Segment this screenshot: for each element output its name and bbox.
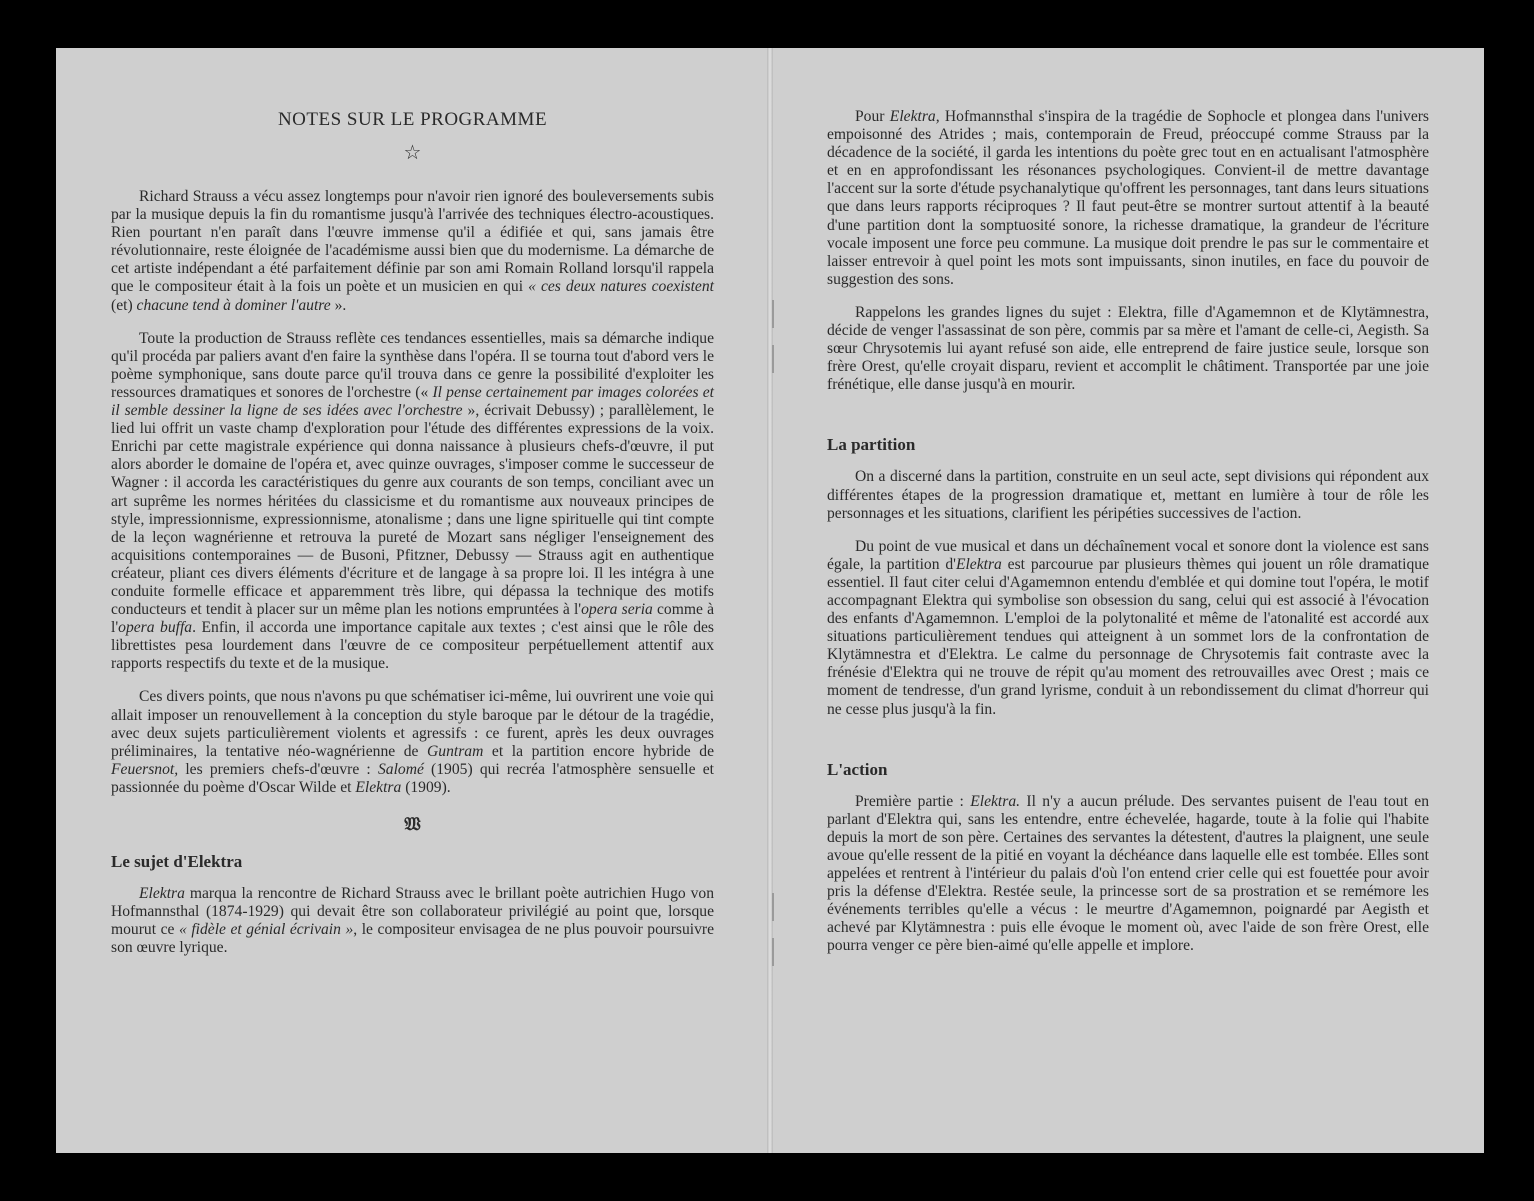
page-title: NOTES SUR LE PROGRAMME xyxy=(277,109,548,130)
staple-mark-upper-2 xyxy=(772,345,774,373)
paragraph-points: Ces divers points, que nous n'avons pu que schématiser ici-même, lui ouvrirent une voie qui allait imposer un renouvellement à la conception du style baroque par le détour de la tragédie, avec deux sujets particulièrement violents et agressifs : ce furent, après les deux ouvrages préliminaires, la tentative néo-wagnérienne de Guntram et la partition encore hybride de Feuersnot, les premiers chefs-d'œuvre : Salomé (1905) qui recréa l'atmosphère sensuelle et passionnée du poème d'Oscar Wilde et Elektra (1909). xyxy=(111,688,715,796)
paragraph-intro: Richard Strauss a vécu assez longtemps pour n'avoir rien ignoré des bouleversements subis par la musique depuis la fin du romantisme jusqu'à l'arrivée des techniques électro-acoustiques. Rien pourtant n'en paraît dans l'œuvre immense qu'il a édifiée et qui, sans jamais être révolutionnaire, reste éloignée de l'académisme aussi bien que du modernisme. La démarche de cet artiste indépendant a été parfaitement définie par son ami Romain Rolland lorsqu'il rappela que le compositeur était à la fois un poète et un musicien en qui « ces deux natures coexistent (et) chacune tend à dominer l'autre ». xyxy=(111,188,714,314)
paragraph-musical: Du point de vue musical et dans un déchaînement vocal et sonore dont la violence est sans égale, la partition d'Elektra est parcourue par plusieurs thèmes qui jouent un rôle dramatique essentiel. Il faut citer celui d'Agamemnon entendu d'emblée et qui domine tout l'opéra, le motif accompagnant Elektra qui symbolise son obsession du sang, celui qui est associé à l'évocation des enfants d'Agamemnon. L'emploi de la polytonalité et même de l'atonalité est accordé aux situations particulièrement tendues qui atteignent à un sommet lors de la confrontation de Klytämnestra et d'Elektra. Le calme du personnage de Chrysotemis fait contraste avec la frénésie d'Elektra qui ne trouve de répit qu'au moment des retrouvailles avec Orest ; mais ce moment de tendresse, d'un grand lyrisme, conduit à un rebondissement du climat d'horreur qui ne cesse plus jusqu'à la fin. xyxy=(827,537,1429,718)
heading-partition: La partition xyxy=(827,435,916,455)
lyre-ornament-icon: 𝔚 xyxy=(404,814,421,834)
staple-mark-lower-1 xyxy=(772,893,774,921)
left-page xyxy=(56,48,771,1153)
paragraph-sujet: Elektra marqua la rencontre de Richard Strauss avec le brillant poète autrichien Hugo von Hofmannsthal (1874-1929) qui devait être son collaborateur privilégié au point que, lorsque mourut ce « fidèle et génial écrivain », le compositeur envisagea de ne plus pouvoir poursuivre son œuvre lyrique. xyxy=(111,885,714,957)
heading-action: L'action xyxy=(827,759,888,779)
paragraph-premiere-partie: Première partie : Elektra. Il n'y a aucun prélude. Des servantes puisent de l'eau tout en parlant d'Elektra qui, sans les entendre, entre échevelée, hagarde, toute à la folie qui l'habite depuis la mort de son père. Certaines des servantes la détestent, d'autres la plaignent, une seule avoue qu'elle ressent de la pitié en voyant la déchéance dans laquelle elle est tombée. Elles sont appelées et rentrent à l'intérieur du palais d'où l'on entend crier celle qui est fouettée pour avoir pris la défense d'Elektra. Restée seule, la princesse sort de sa prostration et se remémore les événements terribles qu'elle a vécus : le meurtre d'Agamemnon, poignardé par Aegisth et achevé par Klytämnestra : puis elle évoque le moment où, avec l'aide de son frère Orest, elle pourra venger ce père bien-aimé qu'elle appelle et implore. xyxy=(827,792,1429,955)
staple-mark-lower-2 xyxy=(772,938,774,966)
staple-mark-upper-1 xyxy=(772,300,774,328)
paragraph-production: Toute la production de Strauss reflète ces tendances essentielles, mais sa démarche indique qu'il procéda par paliers avant d'en faire la synthèse dans l'opéra. Il se tourna tout d'abord vers le poème symphonique, sans doute parce qu'il trouva dans ce genre la possibilité d'exploiter les ressources dramatiques et sonores de l'orchestre (« Il pense certainement par images colorées et il semble dessiner la ligne de ses idées avec l'orchestre », écrivait Debussy) ; parallèlement, le lied lui offrit un vaste champ d'exploration pour l'étude des différentes expressions de la voix. Enrichi par cette magistrale expérience qui donna naissance à plusieurs chefs-d'œuvre, il put alors aborder le domaine de l'opéra et, avec quinze ouvrages, s'imposer comme le successeur de Wagner : il accorda les caractéristiques du genre aux courants de son temps, conciliant avec un art suprême les normes héritées du classicisme et du romantisme aux nouveaux principes de style, impressionnisme, expressionnisme, atonalisme ; dans une ligne spirituelle qui tint compte de la leçon wagnérienne et retrouva la pureté de Mozart sans négliger l'enseignement des acquisitions contemporaines — de Busoni, Pfitzner, Debussy — Strauss agit en authentique créateur, pliant ces divers éléments d'écriture et de langage à sa propre loi. Il les intégra à une conduite formelle efficace et apparemment très libre, qui dépassa la technique des motifs conducteurs et tendit à placer sur un même plan les notions empruntées à l'opera seria comme à l'opera buffa. Enfin, il accorda une importance capitale aux textes ; c'est ainsi que le rôle des librettistes pesa lourdement dans l'œuvre de ce compositeur perpétuellement attentif aux rapports respectifs du texte et de la musique. xyxy=(111,329,715,673)
right-column xyxy=(827,108,1429,970)
left-column xyxy=(111,108,714,972)
paragraph-lignes: Rappelons les grandes lignes du sujet : Elektra, fille d'Agamemnon et de Klytämnestra, décide de venger l'assassinat de son père, commis par sa mère et l'amant de celle-ci, Aegisth. Sa sœur Chrysotemis lui ayant refusé son aide, elle entreprend de faire justice seule, lorsque son frère Orest, qu'elle croyait disparu, revient et accomplit le châtiment. Transportée par une joie frénétique, elle danse jusqu'à en mourir. xyxy=(827,303,1429,394)
paragraph-hofmannsthal: Pour Elektra, Hofmannsthal s'inspira de la tragédie de Sophocle et plongea dans l'univers empoisonné des Atrides ; mais, contemporain de Freud, préoccupé comme Strauss par la décadence de la société, il garda les intentions du poète grec tout en en actualisant l'atmosphère et en en approfondissant les résonances psychologiques. Convient-il de mettre davantage l'accent sur la sorte d'étude psychanalytique qu'offrent les personnages, tant dans leurs situations que dans leurs rapports réciproques ? Il faut peut-être se montrer surtout attentif à la beauté d'une partition dont la somptuosité sonore, la richesse dramatique, la grandeur de l'écriture vocale imposent une force peu commune. La musique doit prendre le pas sur le commentaire et laisser entrevoir à quel point les mots sont impuissants, sinon inutiles, en face du pouvoir de suggestion des sons. xyxy=(827,108,1429,288)
book-spine xyxy=(767,48,773,1153)
heading-sujet: Le sujet d'Elektra xyxy=(111,852,243,871)
right-page xyxy=(770,48,1484,1153)
star-ornament-icon: ☆ xyxy=(403,142,422,164)
paragraph-divisions: On a discerné dans la partition, construite en un seul acte, sept divisions qui répondent aux différentes étapes de la progression dramatique et, mettant en lumière à tour de rôle les personnages et les situations, clarifient les péripéties successives de l'action. xyxy=(827,468,1429,522)
